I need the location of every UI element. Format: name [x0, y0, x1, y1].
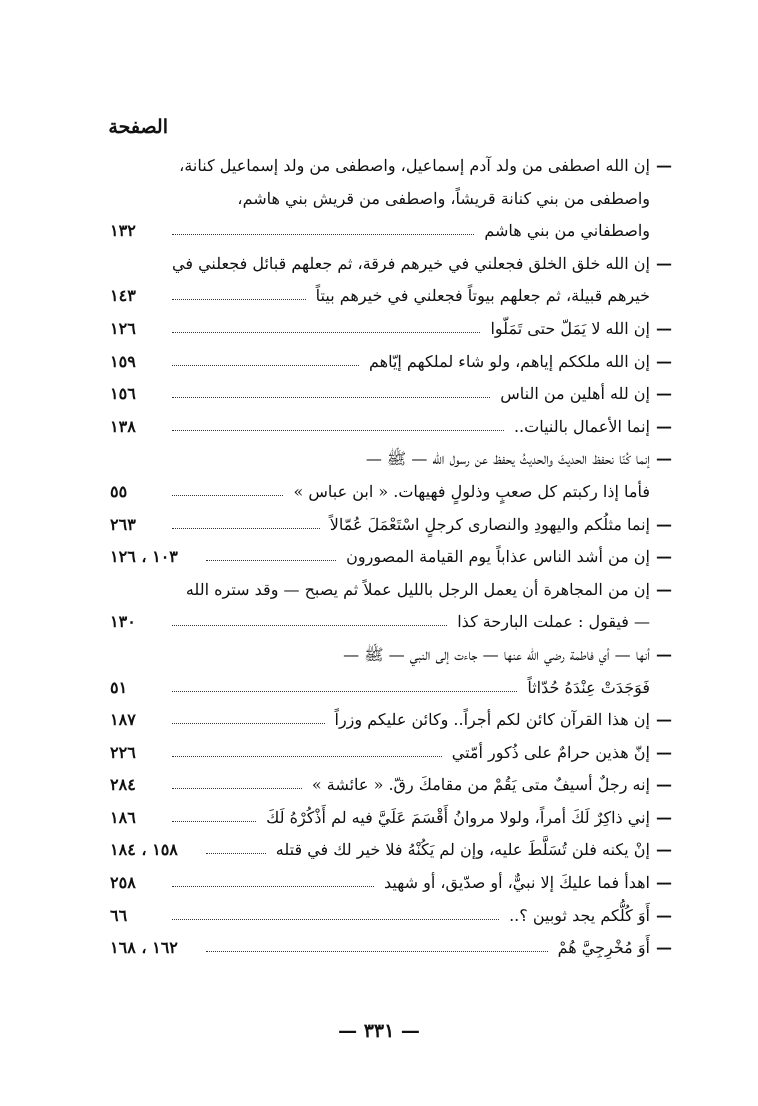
entry-text: إنما الأعمال بالنيات..: [513, 416, 650, 436]
entry-page-number: ١٨٧: [110, 710, 136, 730]
index-line: [110, 737, 672, 770]
entry-page-number: ١٥٨ ، ١٨٤: [110, 840, 178, 860]
dotted-leader: [172, 299, 306, 300]
entry-page-number: ١٣٢: [110, 221, 136, 241]
entry-page-number: ١٤٣: [110, 286, 136, 306]
page-header-title: الصفحة: [108, 116, 168, 138]
index-line: [110, 476, 650, 509]
entry-text: إن هذا القرآن كائن لكم أجراً.. وكائن عليكم وزراً: [334, 710, 650, 730]
entry-page-number: ٢٨٤: [110, 775, 136, 795]
entry-text: إن من أشد الناس عذاباً يوم القيامة المصورون: [346, 547, 650, 567]
entry-dash: —: [656, 253, 672, 273]
entry-dash: —: [656, 807, 672, 827]
entry-text: واصطفى من بني كنانة قريشاً، واصطفى من قريش بني هاشم،: [237, 188, 650, 208]
index-line: [110, 574, 672, 607]
index-line: [110, 378, 672, 411]
dotted-leader: [206, 853, 266, 854]
entry-dash: —: [656, 449, 672, 469]
entry-page-number: ٢٦٣: [110, 514, 136, 534]
entry-page-number: ١٠٣ ، ١٢٦: [110, 547, 178, 567]
dotted-leader: [172, 723, 325, 724]
entry-text: واصطفاني من بني هاشم: [484, 221, 650, 241]
dotted-leader: [172, 234, 474, 235]
entry-dash: —: [656, 514, 672, 534]
entry-text: إنْ يكنه فلن تُسَلَّطَ عليه، وإن لم يَكُنْهُ فلا خير لك في قتله: [275, 840, 650, 860]
dotted-leader: [172, 397, 490, 398]
index-line: [110, 834, 672, 867]
dotted-leader: [206, 560, 336, 561]
entry-text: إن لله أهلين من الناس: [500, 384, 650, 404]
index-line: [110, 704, 672, 737]
entry-text: أَوَ كُلُّكم يجد ثوبين ؟..: [509, 905, 650, 925]
dotted-leader: [172, 430, 504, 431]
entry-dash: —: [656, 318, 672, 338]
index-line: [110, 932, 672, 965]
index-line: [110, 672, 650, 705]
entry-text: خيرهم قبيلة، ثم جعلهم بيوتاً فجعلني في خيرهم بيتاً: [315, 286, 650, 306]
index-line: [110, 183, 650, 216]
dotted-leader: [172, 495, 283, 496]
entry-text: اهدأ فما عليكَ إلا نبيٌّ، أو صدّيق، أو شهيد: [384, 873, 650, 893]
page-number: — ٣٣١ —: [338, 1020, 420, 1042]
index-line: [110, 248, 672, 281]
index-line: [110, 443, 672, 476]
index-line: [110, 639, 672, 672]
dotted-leader: [172, 332, 480, 333]
entry-page-number: ١٨٦: [110, 807, 136, 827]
entry-text: إنما كُنّا نحفظ الحديثَ والحديثُ يحفظ عن رسول الله — ﷺ —: [365, 449, 650, 469]
hadith-index-list: [110, 150, 672, 965]
entry-text: أَوَ مُخْرِجِيَّ هُمْ: [557, 938, 650, 958]
entry-page-number: ١٥٦: [110, 384, 136, 404]
entry-page-number: ٢٢٦: [110, 742, 136, 762]
entry-page-number: ١٢٦: [110, 318, 136, 338]
entry-text: إنّ هذين حرامٌ على ذُكور أمّتي: [451, 742, 650, 762]
entry-dash: —: [656, 547, 672, 567]
entry-text: إن الله اصطفى من ولد آدم إسماعيل، واصطفى من ولد إسماعيل كنانة،: [179, 156, 650, 175]
dotted-leader: [172, 528, 320, 529]
entry-text: إنه رجلٌ أسيفٌ متى يَقُمْ من مقامكَ رقّ. « عائشة »: [311, 775, 650, 795]
index-line: [110, 541, 672, 574]
entry-dash: —: [656, 579, 672, 599]
dotted-leader: [172, 886, 374, 887]
dotted-leader: [172, 756, 442, 757]
entry-dash: —: [656, 351, 672, 371]
dotted-leader: [172, 788, 302, 789]
index-line: [110, 215, 650, 248]
index-line: [110, 769, 672, 802]
entry-page-number: ١٦٢ ، ١٦٨: [110, 938, 178, 958]
index-line: [110, 606, 650, 639]
entry-page-number: ١٣٨: [110, 416, 136, 436]
entry-dash: —: [656, 384, 672, 404]
entry-text: أنها — أي فاطمة رضي الله عنها — جاءت إلى النبي — ﷺ —: [343, 644, 650, 664]
index-line: [110, 150, 672, 183]
entry-text: فأما إذا ركبتم كل صعبٍ وذلولٍ فهيهات. « ابن عباس »: [293, 481, 650, 501]
entry-text: إن الله لا يَمَلّ حتى تَمَلّوا: [490, 318, 650, 338]
index-line: [110, 900, 672, 933]
entry-page-number: ٢٥٨: [110, 873, 136, 893]
entry-dash: —: [656, 905, 672, 925]
dotted-leader: [172, 691, 517, 692]
index-line: [110, 411, 672, 444]
index-line: [110, 346, 672, 379]
index-line: [110, 867, 672, 900]
entry-dash: —: [656, 156, 672, 175]
entry-dash: —: [656, 840, 672, 860]
entry-text: فَوَجَدَتْ عِنْدَهُ حُدّاثاً: [527, 677, 650, 697]
entry-text: إن من المجاهرة أن يعمل الرجل بالليل عملاً ثم يصبح — وقد ستره الله: [185, 579, 650, 599]
entry-dash: —: [656, 873, 672, 893]
entry-text: — فيقول : عملت البارحة كذا: [457, 612, 650, 632]
entry-page-number: ٦٦: [110, 905, 128, 925]
index-line: [110, 280, 650, 313]
entry-dash: —: [656, 710, 672, 730]
entry-page-number: ٥١: [110, 677, 128, 697]
entry-dash: —: [656, 416, 672, 436]
entry-page-number: ١٥٩: [110, 351, 136, 371]
entry-text: إنما مثلُكم واليهودِ والنصارى كرجلٍ اسْتَعْمَلَ عُمّالاً: [329, 514, 650, 534]
dotted-leader: [172, 821, 256, 822]
entry-dash: —: [656, 775, 672, 795]
index-line: [110, 509, 672, 542]
entry-dash: —: [656, 742, 672, 762]
entry-text: إني ذاكِرٌ لَكَ أمراً، ولولا مروانُ أَقْسَمَ عَلَيَّ فيه لم أَذْكُرْهُ لَكَ: [266, 807, 650, 827]
dotted-leader: [172, 365, 359, 366]
entry-dash: —: [656, 938, 672, 958]
dotted-leader: [172, 919, 499, 920]
entry-dash: —: [656, 644, 672, 664]
entry-page-number: ١٣٠: [110, 612, 136, 632]
entry-text: إن الله ملككم إياهم، ولو شاء لملكهم إيّاهم: [368, 351, 650, 371]
dotted-leader: [172, 625, 447, 626]
entry-page-number: ٥٥: [110, 481, 128, 501]
dotted-leader: [206, 951, 548, 952]
entry-text: إن الله خلق الخلق فجعلني في خيرهم فرقة، ثم جعلهم قبائل فجعلني في: [172, 253, 650, 273]
index-line: [110, 802, 672, 835]
index-line: [110, 313, 672, 346]
